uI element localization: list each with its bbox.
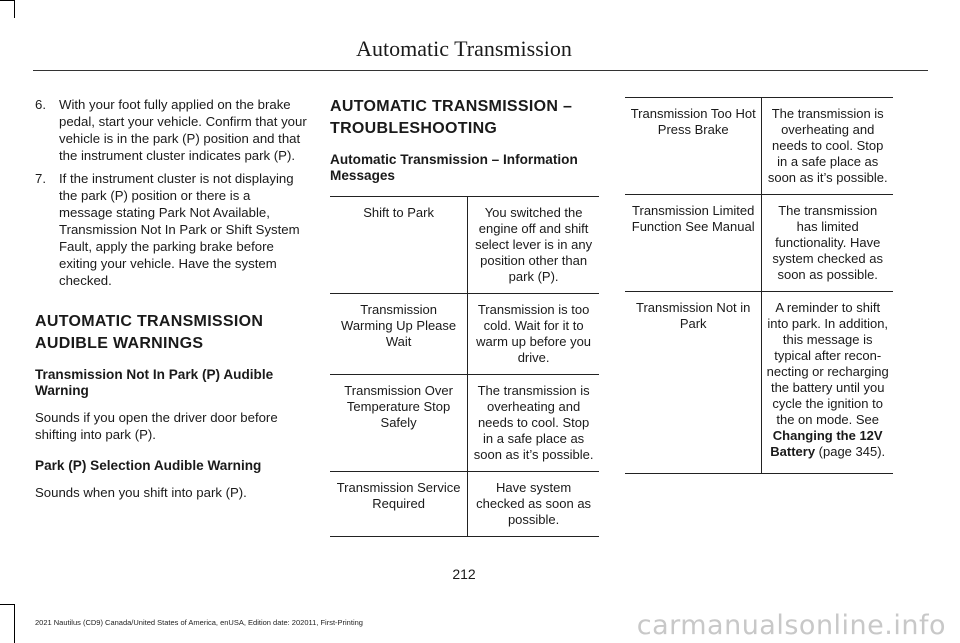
messages-table <box>330 196 599 537</box>
table-row <box>625 98 893 195</box>
action-text: A reminder to shift into park. In addition, this message is typical after reconnecting or recharging the battery until you cycle the ignition to the on mode. See <box>766 300 889 427</box>
heading-line: AUTOMATIC TRANSMISSION – <box>330 98 573 115</box>
crop-mark <box>0 604 14 605</box>
audible-warnings-heading <box>35 311 307 355</box>
watermark: carmanualsonline.info <box>636 610 946 641</box>
action-cell: The transmission has limited functionality. Have system checked as soon as possible. <box>762 195 893 292</box>
messages-table-continued <box>625 97 893 474</box>
park-selection-heading: Park (P) Selection Audible Warning <box>35 458 262 473</box>
message-cell: Transmission Too Hot Press Brake <box>625 98 762 195</box>
step-number: 7. <box>35 171 46 186</box>
action-cell: Transmission is too cold. Wait for it to warm up before you drive. <box>468 294 599 375</box>
heading-line: TROUBLESHOOTING <box>330 120 498 137</box>
action-cell: You switched the engine off and shift select lever is in any position other than park (P). <box>468 197 599 294</box>
table-row <box>330 375 599 472</box>
message-cell: Transmission Over Temperature Stop Safely <box>330 375 468 472</box>
crop-mark <box>14 0 15 18</box>
cross-reference-link[interactable]: Changing the 12V Battery <box>770 428 883 459</box>
crop-mark <box>14 604 15 643</box>
table-row <box>625 195 893 292</box>
not-in-park-heading: Transmission Not In Park (P) Audible Warning <box>35 367 274 398</box>
heading-line: AUTOMATIC TRANSMISSION <box>35 313 264 330</box>
action-cell: The transmission is overheating and needs to cool. Stop in a safe place as soon as it’s possible. <box>762 98 893 195</box>
list-item <box>35 96 307 164</box>
table-row <box>625 292 893 474</box>
message-cell: Transmission Limited Function See Manual <box>625 195 762 292</box>
crop-mark <box>0 0 14 1</box>
page-number: 212 <box>452 566 476 582</box>
action-cell: The transmission is overheating and needs to cool. Stop in a safe place as soon as it’s possible. <box>468 375 599 472</box>
action-cell: Have system checked as soon as possible. <box>468 472 599 537</box>
page-reference: (page 345). <box>815 444 886 459</box>
table-row <box>330 197 599 294</box>
troubleshooting-heading <box>330 96 600 140</box>
step-text: If the instrument cluster is not displaying the park (P) position or there is a message stating Park Not Available, Transmission Not In Park or Shift System Fault, apply the parking brake before exiting your vehicle. Have the system checked. <box>59 171 300 288</box>
step-number: 6. <box>35 97 46 112</box>
message-cell: Transmission Warming Up Please Wait <box>330 294 468 375</box>
edition-footer: 2021 Nautilus (CD9) Canada/United States of America, enUSA, Edition date: 202011, First-Printing <box>35 618 363 627</box>
middle-column <box>330 96 600 201</box>
message-cell: Transmission Service Required <box>330 472 468 537</box>
list-item <box>35 170 307 289</box>
message-cell: Transmission Not in Park <box>625 292 762 474</box>
park-selection-text: Sounds when you shift into park (P). <box>35 485 247 500</box>
action-cell <box>762 292 893 474</box>
left-column <box>35 96 307 516</box>
table-row <box>330 294 599 375</box>
header-divider <box>33 70 928 71</box>
heading-line: AUDIBLE WARNINGS <box>35 335 204 352</box>
information-messages-heading: Automatic Transmission – Information Messages <box>330 152 578 183</box>
page-title: Automatic Transmission <box>356 36 572 61</box>
step-text: With your foot fully applied on the brake pedal, start your vehicle. Confirm that your vehicle is in the park (P) position and that the instrument cluster indicates park (P). <box>59 97 307 163</box>
not-in-park-text: Sounds if you open the driver door before shifting into park (P). <box>35 410 278 442</box>
message-cell: Shift to Park <box>330 197 468 294</box>
table-row <box>330 472 599 537</box>
